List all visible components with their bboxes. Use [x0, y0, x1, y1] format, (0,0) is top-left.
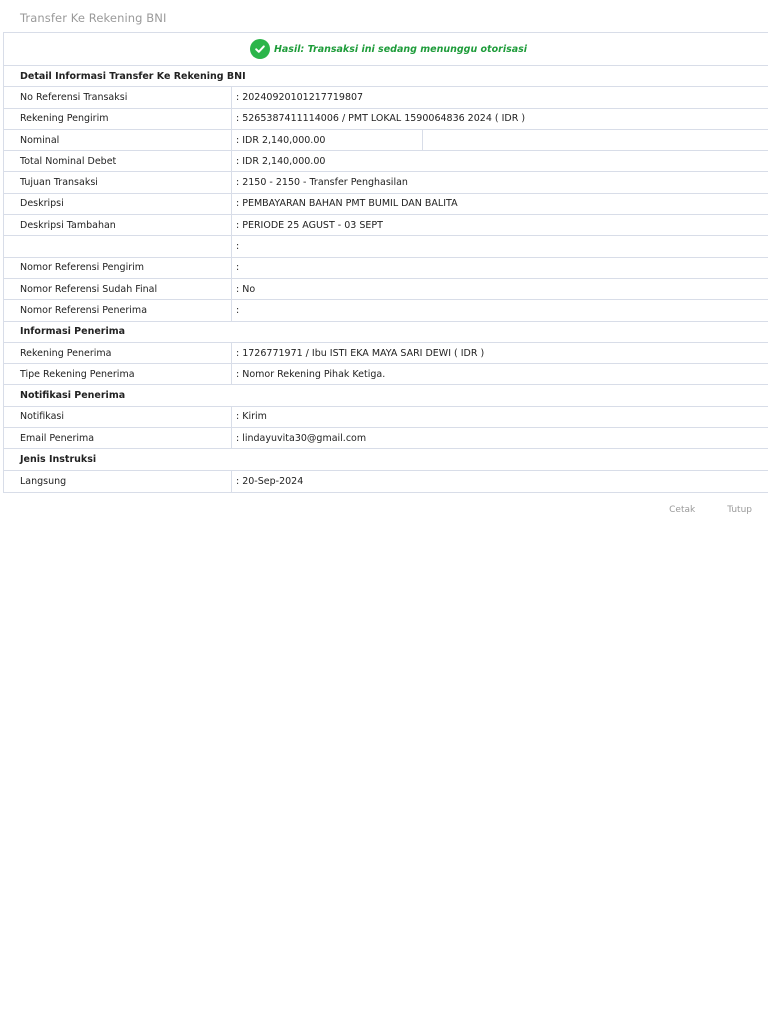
row-ref-penerima	[4, 300, 768, 321]
label-blank	[4, 236, 232, 256]
label-tujuan-transaksi: Tujuan Transaksi	[4, 172, 232, 192]
section-notifikasi-heading: Notifikasi Penerima	[4, 385, 768, 406]
value-no-referensi: : 20240920101217719807	[236, 91, 364, 103]
section-penerima-heading: Informasi Penerima	[4, 322, 768, 343]
status-banner	[4, 33, 768, 66]
label-nominal: Nominal	[4, 130, 232, 150]
footer-actions	[669, 505, 752, 515]
value-nominal: : IDR 2,140,000.00	[232, 130, 423, 150]
label-tipe-rekening: Tipe Rekening Penerima	[4, 364, 232, 384]
row-ref-pengirim	[4, 258, 768, 279]
row-deskripsi-tambahan	[4, 215, 768, 236]
value-total-nominal: : IDR 2,140,000.00	[236, 155, 326, 167]
row-ref-final	[4, 279, 768, 300]
row-email-penerima	[4, 428, 768, 449]
label-langsung: Langsung	[4, 471, 232, 492]
label-rekening-penerima: Rekening Penerima	[4, 343, 232, 363]
section-detail-heading: Detail Informasi Transfer Ke Rekening BNI	[4, 66, 768, 87]
label-deskripsi-tambahan: Deskripsi Tambahan	[4, 215, 232, 235]
label-ref-pengirim: Nomor Referensi Pengirim	[4, 258, 232, 278]
value-blank: :	[236, 241, 240, 253]
tutup-button[interactable]: Tutup	[727, 505, 752, 515]
value-ref-pengirim: :	[236, 262, 240, 274]
row-notifikasi	[4, 407, 768, 428]
value-deskripsi: : PEMBAYARAN BAHAN PMT BUMIL DAN BALITA	[236, 198, 458, 210]
section-instruksi-heading: Jenis Instruksi	[4, 449, 768, 470]
transfer-detail-panel	[3, 32, 768, 493]
row-langsung	[4, 471, 768, 492]
row-blank	[4, 236, 768, 257]
row-tipe-rekening	[4, 364, 768, 385]
value-langsung: : 20-Sep-2024	[236, 475, 304, 487]
row-rekening-penerima	[4, 343, 768, 364]
value-email-penerima: : lindayuvita30@gmail.com	[236, 432, 367, 444]
row-rekening-pengirim	[4, 109, 768, 130]
label-email-penerima: Email Penerima	[4, 428, 232, 448]
row-total-nominal	[4, 151, 768, 172]
label-notifikasi: Notifikasi	[4, 407, 232, 427]
status-text: Hasil: Transaksi ini sedang menunggu otorisasi	[273, 43, 528, 55]
value-tujuan-transaksi: : 2150 - 2150 - Transfer Penghasilan	[236, 177, 408, 189]
value-deskripsi-tambahan: : PERIODE 25 AGUST - 03 SEPT	[236, 219, 383, 231]
value-rekening-pengirim: : 5265387411114006 / PMT LOKAL 1590064836 2024 ( IDR )	[236, 113, 526, 125]
label-rekening-pengirim: Rekening Pengirim	[4, 109, 232, 129]
value-ref-penerima: :	[236, 304, 240, 316]
value-tipe-rekening: : Nomor Rekening Pihak Ketiga.	[236, 368, 386, 380]
label-total-nominal: Total Nominal Debet	[4, 151, 232, 171]
value-rekening-penerima: : 1726771971 / Ibu ISTI EKA MAYA SARI DEWI ( IDR )	[236, 347, 485, 359]
label-deskripsi: Deskripsi	[4, 194, 232, 214]
label-ref-penerima: Nomor Referensi Penerima	[4, 300, 232, 320]
check-circle-icon	[250, 39, 270, 59]
value-ref-final: : No	[236, 283, 256, 295]
row-no-referensi	[4, 87, 768, 108]
page-title: Transfer Ke Rekening BNI	[20, 11, 167, 25]
value-nominal-extra	[423, 130, 768, 150]
row-deskripsi	[4, 194, 768, 215]
label-ref-final: Nomor Referensi Sudah Final	[4, 279, 232, 299]
value-notifikasi: : Kirim	[236, 411, 267, 423]
row-tujuan-transaksi	[4, 172, 768, 193]
cetak-button[interactable]: Cetak	[669, 505, 696, 515]
row-nominal	[4, 130, 768, 151]
label-no-referensi: No Referensi Transaksi	[4, 87, 232, 107]
